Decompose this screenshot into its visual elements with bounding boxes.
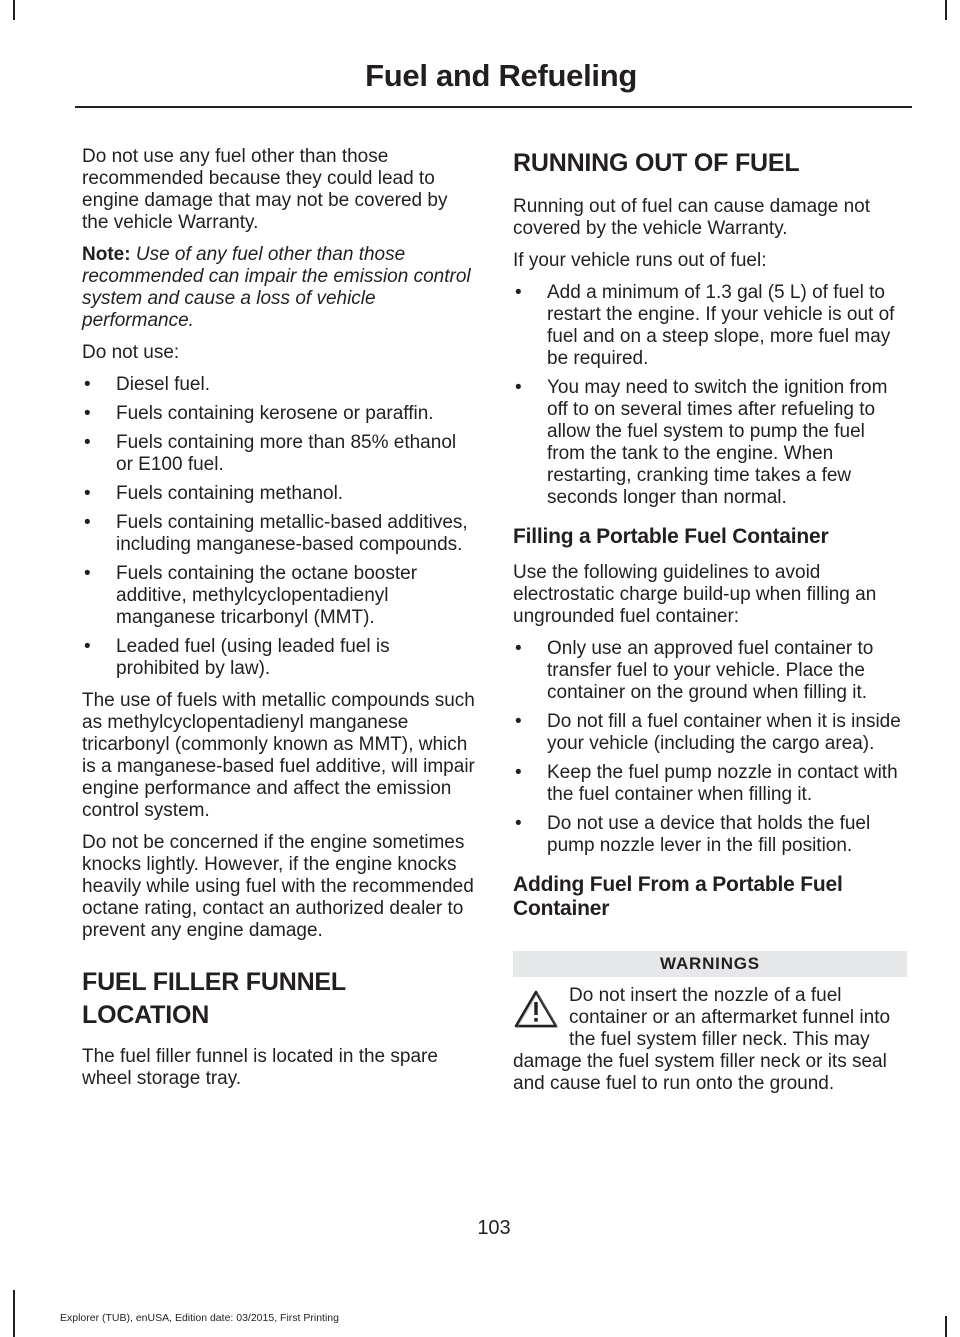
runs-out-label: If your vehicle runs out of fuel: (513, 250, 767, 271)
do-not-use-list (82, 374, 476, 680)
electrostatic-paragraph: Use the following guidelines to avoid electrostatic charge build-up when filling an ungrounded fuel container: (513, 562, 877, 627)
crop-mark-bottom-right (945, 1316, 947, 1337)
note-paragraph (82, 244, 476, 332)
left-column (82, 146, 476, 1100)
section-title: Fuel and Refueling (365, 58, 637, 93)
crop-mark-top-right (945, 0, 947, 20)
warnings-header: WARNINGS (513, 951, 907, 977)
list-item: • Fuels containing kerosene or paraffin. (82, 403, 476, 425)
intro-paragraph: Do not use any fuel other than those recommended because they could lead to engine damage that may not be covered by the vehicle Warranty. (82, 146, 448, 233)
list-item: • Add a minimum of 1.3 gal (5 L) of fuel to restart the engine. If your vehicle is out of fuel and on a steep slope, more fuel may be required. (513, 282, 907, 370)
running-out-heading: RUNNING OUT OF FUEL (513, 149, 800, 177)
warning-triangle-icon (513, 989, 559, 1029)
edition-footer: Explorer (TUB), enUSA, Edition date: 03/2015, First Printing (60, 1312, 339, 1324)
note-label: Note: (82, 244, 131, 265)
filling-container-heading: Filling a Portable Fuel Container (513, 525, 829, 548)
list-item: • Fuels containing methanol. (82, 483, 476, 505)
crop-mark-bottom-left (13, 1290, 15, 1337)
warning-block (513, 985, 907, 1095)
list-item: • Leaded fuel (using leaded fuel is prohibited by law). (82, 636, 476, 680)
list-item: • Fuels containing more than 85% ethanol or E100 fuel. (82, 432, 476, 476)
funnel-heading-line2: LOCATION (82, 1001, 210, 1029)
note-text: Use of any fuel other than those recommended can impair the emission control system and cause a loss of vehicle performance. (82, 244, 471, 331)
list-item: • You may need to switch the ignition from off to on several times after refueling to allow the fuel system to pump the fuel from the tank to the engine. When restarting, cranking time takes a few seconds longer than normal. (513, 377, 907, 509)
list-item: • Diesel fuel. (82, 374, 476, 396)
list-item: • Do not use a device that holds the fuel pump nozzle lever in the fill position. (513, 813, 907, 857)
list-item: • Fuels containing the octane booster additive, methylcyclopentadienyl manganese tricarbonyl (MMT). (82, 563, 476, 629)
running-out-paragraph: Running out of fuel can cause damage not covered by the vehicle Warranty. (513, 196, 871, 239)
list-item: • Only use an approved fuel container to transfer fuel to your vehicle. Place the container on the ground when filling it. (513, 638, 907, 704)
filling-guidelines-list (513, 638, 907, 857)
list-item: • Fuels containing metallic-based additives, including manganese-based compounds. (82, 512, 476, 556)
adding-fuel-heading: Adding Fuel From a Portable Fuel Container (513, 873, 843, 920)
list-item: • Keep the fuel pump nozzle in contact with the fuel container when filling it. (513, 762, 907, 806)
warning-text: Do not insert the nozzle of a fuel container or an aftermarket funnel into the fuel system filler neck. This may damage the fuel system filler neck or its seal and cause fuel to run onto the ground. (513, 985, 891, 1094)
runs-out-list (513, 282, 907, 509)
funnel-heading-line1: FUEL FILLER FUNNEL (82, 968, 346, 996)
funnel-location-paragraph: The fuel filler funnel is located in the spare wheel storage tray. (82, 1046, 438, 1089)
crop-mark-top-left (13, 0, 15, 20)
do-not-use-label: Do not use: (82, 342, 180, 363)
list-item: • Do not fill a fuel container when it is inside your vehicle (including the cargo area). (513, 711, 907, 755)
metallic-compounds-paragraph: The use of fuels with metallic compounds such as methylcyclopentadienyl manganese tricarbonyl (commonly known as MMT), which is a manganese-based fuel additive, will impair engine performance and affect the emission control system. (82, 690, 475, 821)
header-divider (75, 106, 912, 108)
right-column (513, 145, 907, 1095)
engine-knock-paragraph: Do not be concerned if the engine sometimes knocks lightly. However, if the engine knocks heavily while using fuel with the recommended octane rating, contact an authorized dealer to prevent any engine damage. (82, 832, 474, 941)
page-number: 103 (477, 1217, 511, 1239)
